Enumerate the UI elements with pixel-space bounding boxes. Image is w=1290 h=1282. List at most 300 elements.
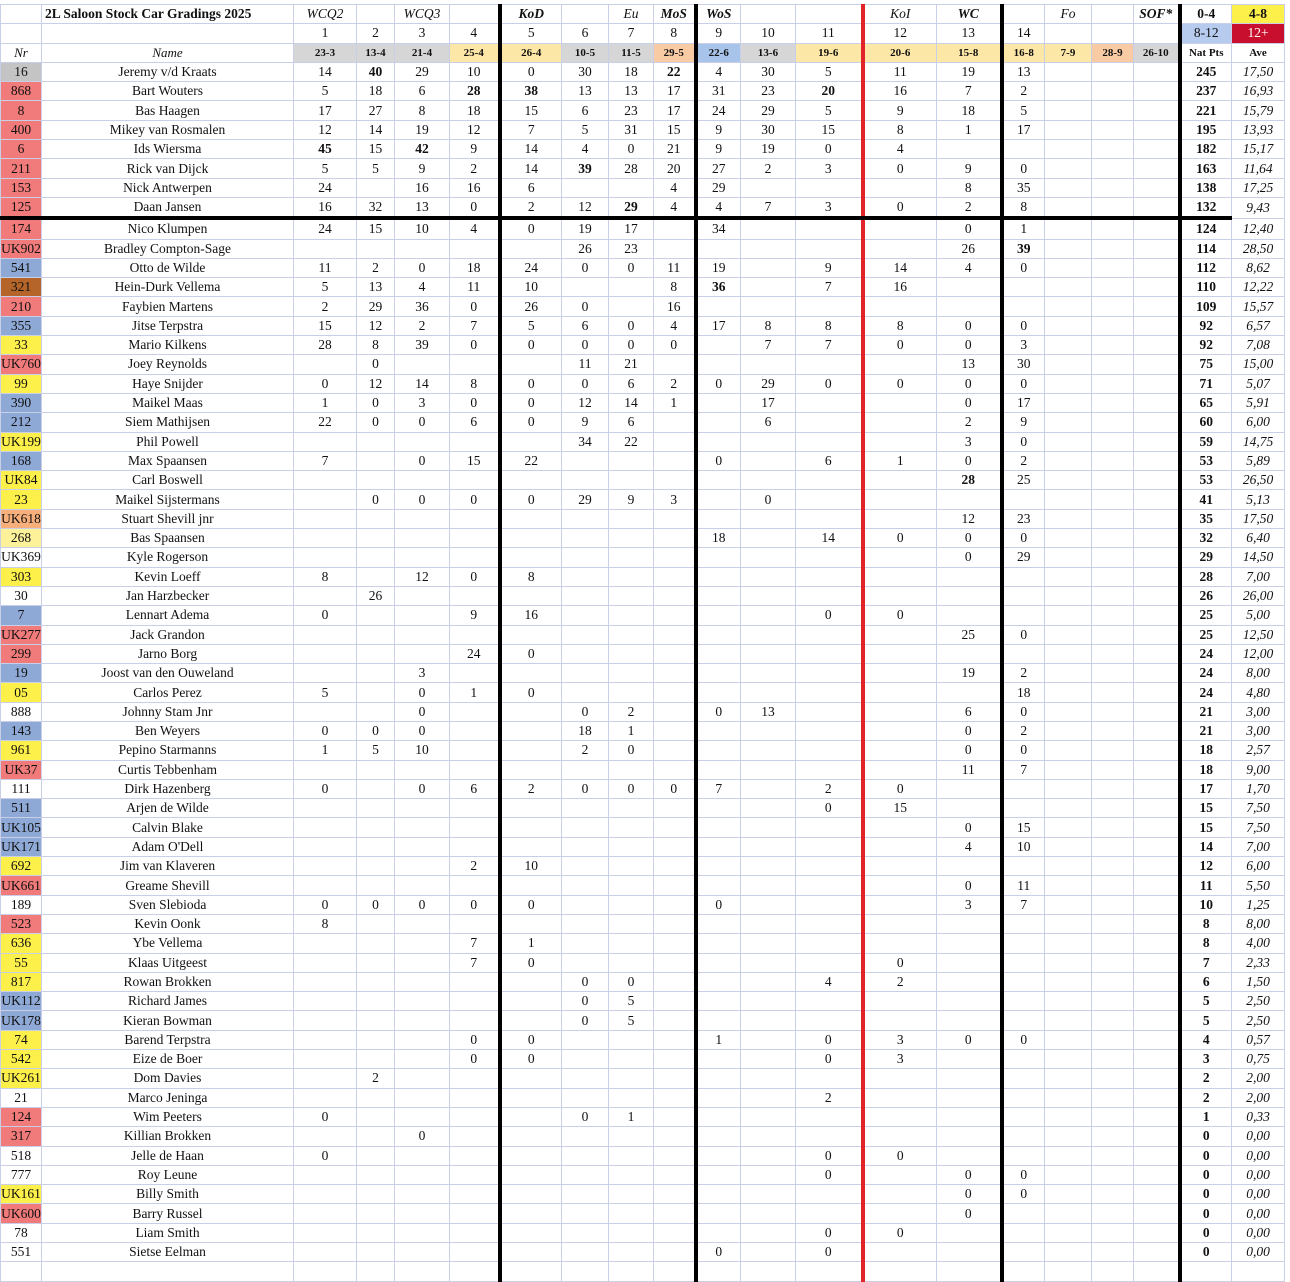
score-cell [741,1050,796,1069]
score-cell: 8 [796,316,863,335]
score-cell [357,779,395,798]
score-cell [450,837,500,856]
average: 9,43 [1232,197,1285,218]
score-cell [500,664,562,683]
score-cell [863,239,937,258]
score-cell: 12 [294,120,357,139]
score-cell: 28 [294,336,357,355]
score-cell [1092,62,1134,81]
score-cell [1092,934,1134,953]
score-cell [450,1204,500,1223]
driver-row [1,82,1285,101]
score-cell: 0 [696,1243,741,1262]
blank-cell [42,24,294,43]
score-cell [1134,1243,1180,1262]
driver-name: Nico Klumpen [42,218,294,239]
score-cell [1045,451,1092,470]
score-cell: 17 [741,393,796,412]
score-cell [1045,625,1092,644]
event-name: WCQ3 [395,5,450,24]
score-cell: 0 [696,895,741,914]
score-cell [500,1146,562,1165]
score-cell: 11 [863,62,937,81]
score-cell [1092,953,1134,972]
score-cell: 9 [863,101,937,120]
score-cell: 0 [395,413,450,432]
score-cell: 17 [654,82,696,101]
score-cell: 0 [294,606,357,625]
average: 5,07 [1232,374,1285,393]
score-cell [796,509,863,528]
score-cell: 0 [500,953,562,972]
average: 7,50 [1232,818,1285,837]
score-cell [395,1107,450,1126]
score-cell [696,239,741,258]
score-cell [654,413,696,432]
score-cell: 5 [294,683,357,702]
score-cell [609,1050,654,1069]
score-cell [395,1146,450,1165]
score-cell: 9 [609,490,654,509]
score-cell: 0 [696,374,741,393]
score-cell [741,509,796,528]
score-cell [1045,664,1092,683]
nat-points: 25 [1180,625,1232,644]
driver-row [1,1223,1285,1242]
score-cell: 1 [294,741,357,760]
score-cell [1045,837,1092,856]
average: 3,00 [1232,721,1285,740]
score-cell: 0 [863,159,937,178]
score-cell [500,355,562,374]
score-cell: 0 [937,548,1002,567]
car-number: UK661 [1,876,42,895]
score-cell [500,239,562,258]
score-cell [294,1011,357,1030]
blank-cell [42,1262,294,1281]
score-cell: 0 [294,1107,357,1126]
score-cell [562,1127,609,1146]
score-cell: 24 [294,178,357,197]
score-cell: 6 [796,451,863,470]
score-cell [357,1185,395,1204]
average: 2,50 [1232,1011,1285,1030]
nat-points: 6 [1180,972,1232,991]
score-cell: 3 [796,197,863,218]
score-cell: 36 [395,297,450,316]
score-cell: 14 [609,393,654,412]
score-cell: 28 [450,82,500,101]
score-cell: 23 [609,101,654,120]
score-cell [562,799,609,818]
car-number: 19 [1,664,42,683]
driver-row [1,1050,1285,1069]
score-cell: 18 [609,62,654,81]
round-number: 9 [696,24,741,43]
score-cell [696,992,741,1011]
score-cell [741,471,796,490]
score-cell: 0 [609,741,654,760]
score-cell: 0 [450,393,500,412]
score-cell [741,586,796,605]
driver-row [1,1185,1285,1204]
race-date: 13-4 [357,43,395,62]
driver-row [1,297,1285,316]
score-cell [796,741,863,760]
round-number [1134,24,1180,43]
race-date: 11-5 [609,43,654,62]
score-cell [1134,837,1180,856]
score-cell [1045,297,1092,316]
score-cell [562,1069,609,1088]
car-number: 16 [1,62,42,81]
score-cell [562,895,609,914]
car-number: 692 [1,857,42,876]
nat-points: 18 [1180,741,1232,760]
car-number: UK178 [1,1011,42,1030]
score-cell: 0 [1002,258,1045,277]
score-cell: 18 [937,101,1002,120]
score-cell [863,1204,937,1223]
score-cell [1134,702,1180,721]
score-cell [1045,760,1092,779]
score-cell: 15 [796,120,863,139]
score-cell [863,548,937,567]
score-cell [796,490,863,509]
average: 0,00 [1232,1204,1285,1223]
score-cell: 8 [357,336,395,355]
score-cell [796,702,863,721]
score-cell [1045,120,1092,139]
score-cell [609,178,654,197]
score-cell: 0 [937,1204,1002,1223]
score-cell [654,683,696,702]
score-cell [609,837,654,856]
score-cell: 16 [863,82,937,101]
score-cell [696,1011,741,1030]
driver-row [1,509,1285,528]
score-cell [294,799,357,818]
score-cell [654,1107,696,1126]
driver-name: Ben Weyers [42,721,294,740]
score-cell [1045,336,1092,355]
driver-row [1,760,1285,779]
score-cell: 17 [294,101,357,120]
round-number [1092,24,1134,43]
score-cell [741,1165,796,1184]
score-cell [1134,451,1180,470]
score-cell: 12 [357,316,395,335]
score-cell [1045,140,1092,159]
score-cell: 34 [696,218,741,239]
nat-points: 8 [1180,934,1232,953]
race-date: 13-6 [741,43,796,62]
score-cell: 29 [741,374,796,393]
score-cell: 23 [1002,509,1045,528]
score-cell [609,586,654,605]
average: 8,00 [1232,914,1285,933]
score-cell: 8 [450,374,500,393]
nat-points: 12 [1180,857,1232,876]
score-cell [1002,1243,1045,1262]
score-cell [450,1223,500,1242]
score-cell [609,1088,654,1107]
score-cell: 30 [562,62,609,81]
score-cell [357,760,395,779]
car-number: 8 [1,101,42,120]
driver-name: Johnny Stam Jnr [42,702,294,721]
score-cell: 9 [937,159,1002,178]
score-cell: 15 [450,451,500,470]
driver-name: Rick van Dijck [42,159,294,178]
score-cell [654,1243,696,1262]
score-cell [741,1069,796,1088]
score-cell [1092,857,1134,876]
score-cell: 14 [357,120,395,139]
driver-name: Hein-Durk Vellema [42,278,294,297]
score-cell [294,432,357,451]
score-cell [1092,683,1134,702]
score-cell [741,355,796,374]
driver-name: Roy Leune [42,1165,294,1184]
score-cell [500,1223,562,1242]
score-cell: 7 [937,82,1002,101]
score-cell [696,1127,741,1146]
average: 3,00 [1232,702,1285,721]
car-number: 551 [1,1243,42,1262]
car-number: 777 [1,1165,42,1184]
score-cell: 0 [696,451,741,470]
score-cell [1134,1030,1180,1049]
average: 26,50 [1232,471,1285,490]
score-cell [654,1011,696,1030]
score-cell [294,760,357,779]
score-cell: 39 [395,336,450,355]
score-cell [1134,1165,1180,1184]
score-cell [937,1011,1002,1030]
score-cell [1134,140,1180,159]
score-cell: 42 [395,140,450,159]
car-number: 817 [1,972,42,991]
nat-points: 182 [1180,140,1232,159]
score-cell [1134,239,1180,258]
score-cell [796,178,863,197]
nat-points: 0 [1180,1146,1232,1165]
score-cell [500,1185,562,1204]
score-cell [562,876,609,895]
driver-row [1,779,1285,798]
score-cell [796,1069,863,1088]
average: 6,40 [1232,529,1285,548]
score-cell: 0 [1002,1165,1045,1184]
race-date: 16-8 [1002,43,1045,62]
score-cell [696,471,741,490]
average: 12,00 [1232,644,1285,663]
score-cell [395,548,450,567]
driver-name: Mikey van Rosmalen [42,120,294,139]
nat-points: 29 [1180,548,1232,567]
score-cell: 11 [1002,876,1045,895]
score-cell [1092,1011,1134,1030]
score-cell: 7 [500,120,562,139]
score-cell [294,529,357,548]
car-number: 210 [1,297,42,316]
average: 5,89 [1232,451,1285,470]
score-cell [863,644,937,663]
score-cell [1092,355,1134,374]
score-cell [1002,799,1045,818]
score-cell [1092,159,1134,178]
driver-row [1,159,1285,178]
score-cell [741,1146,796,1165]
car-number: UK112 [1,992,42,1011]
score-cell [450,1185,500,1204]
score-cell [357,509,395,528]
score-cell: 20 [654,159,696,178]
score-cell: 1 [294,393,357,412]
round-number: 6 [562,24,609,43]
score-cell: 5 [562,120,609,139]
score-cell [796,818,863,837]
score-cell [1045,934,1092,953]
score-cell: 9 [562,413,609,432]
race-date: 26-4 [500,43,562,62]
driver-row [1,197,1285,218]
score-cell [1134,972,1180,991]
score-cell [1002,992,1045,1011]
score-cell: 0 [937,374,1002,393]
score-cell [796,683,863,702]
score-cell [796,914,863,933]
score-cell [294,1243,357,1262]
column-header-name: Name [42,43,294,62]
score-cell: 22 [294,413,357,432]
score-cell: 17 [1002,393,1045,412]
race-date: 10-5 [562,43,609,62]
driver-name: Barry Russel [42,1204,294,1223]
score-cell: 0 [796,140,863,159]
score-cell [654,876,696,895]
nat-points: 237 [1180,82,1232,101]
score-cell [1134,393,1180,412]
score-cell [1092,432,1134,451]
score-cell [395,1185,450,1204]
driver-row [1,992,1285,1011]
score-cell: 29 [395,62,450,81]
score-cell [500,837,562,856]
score-cell [357,1050,395,1069]
score-cell: 24 [294,218,357,239]
score-cell [500,1204,562,1223]
score-cell [357,818,395,837]
legend-cell: 12+ [1232,24,1285,43]
car-number: 268 [1,529,42,548]
score-cell [357,1088,395,1107]
score-cell [741,1185,796,1204]
average: 7,00 [1232,567,1285,586]
event-name [1002,5,1045,24]
nat-points: 26 [1180,586,1232,605]
score-cell: 12 [937,509,1002,528]
score-cell [1092,1088,1134,1107]
score-cell [654,992,696,1011]
nat-points: 3 [1180,1050,1232,1069]
driver-name: Dom Davies [42,1069,294,1088]
score-cell [562,837,609,856]
driver-row [1,934,1285,953]
average: 7,50 [1232,799,1285,818]
score-cell [1045,799,1092,818]
score-cell [1002,1088,1045,1107]
score-cell [1002,644,1045,663]
driver-name: Maikel Maas [42,393,294,412]
score-cell [1002,972,1045,991]
score-cell [609,799,654,818]
score-cell [796,1204,863,1223]
score-cell [562,548,609,567]
score-cell [609,625,654,644]
score-cell: 0 [357,895,395,914]
score-cell [357,914,395,933]
car-number: UK618 [1,509,42,528]
driver-name: Lennart Adema [42,606,294,625]
score-cell [1045,509,1092,528]
score-cell: 11 [562,355,609,374]
score-cell [654,1204,696,1223]
driver-name: Joey Reynolds [42,355,294,374]
score-cell [1134,934,1180,953]
score-cell [796,432,863,451]
nat-points: 124 [1180,218,1232,239]
score-cell [450,1088,500,1107]
score-cell [863,432,937,451]
score-cell [654,934,696,953]
score-cell [357,799,395,818]
score-cell: 8 [741,316,796,335]
score-cell [500,914,562,933]
nat-points: 0 [1180,1185,1232,1204]
score-cell [1092,1030,1134,1049]
score-cell [863,1185,937,1204]
score-cell [500,760,562,779]
score-cell: 22 [609,432,654,451]
score-cell: 18 [696,529,741,548]
blank-cell [1045,1262,1092,1281]
score-cell [395,586,450,605]
score-cell: 0 [937,1165,1002,1184]
score-cell [1045,683,1092,702]
car-number: 153 [1,178,42,197]
score-cell: 0 [562,258,609,277]
score-cell: 0 [654,779,696,798]
event-name: WC [937,5,1002,24]
score-cell: 0 [1002,1185,1045,1204]
score-cell: 9 [1002,413,1045,432]
score-cell [1134,374,1180,393]
score-cell [1134,120,1180,139]
score-cell [357,239,395,258]
driver-row [1,1127,1285,1146]
event-name: SOF* [1134,5,1180,24]
round-number: 14 [1002,24,1045,43]
driver-name: Bas Haagen [42,101,294,120]
score-cell [863,857,937,876]
score-cell [863,741,937,760]
car-number: 33 [1,336,42,355]
score-cell [562,1146,609,1165]
score-cell [796,721,863,740]
score-cell [1134,625,1180,644]
